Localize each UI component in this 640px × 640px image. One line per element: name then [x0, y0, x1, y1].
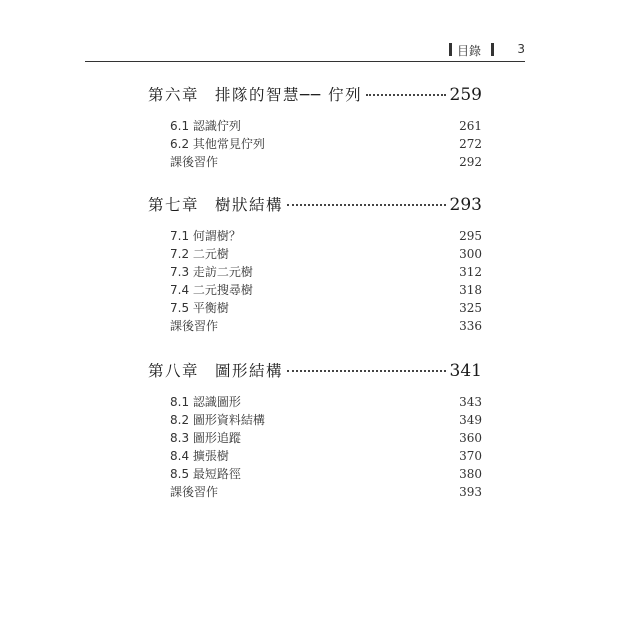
toc-entry[interactable]	[170, 411, 482, 429]
chapter-title: 圖形結構	[215, 362, 284, 380]
toc-entry[interactable]	[170, 227, 482, 245]
entry-label: 7.3 走訪二元樹	[170, 265, 253, 279]
chapter-page: 259	[449, 85, 482, 105]
entry-label: 7.4 二元搜尋樹	[170, 283, 253, 297]
header-label: 目錄	[457, 44, 482, 58]
entry-page: 318	[459, 283, 482, 297]
dot-leader	[287, 204, 446, 206]
header-page-number: 3	[517, 42, 525, 56]
toc-entry[interactable]	[170, 465, 482, 483]
entry-label: 6.2 其他常見佇列	[170, 137, 265, 151]
entry-page: 343	[459, 395, 482, 409]
header-marker-right	[491, 43, 494, 56]
entry-label: 7.2 二元樹	[170, 247, 229, 261]
entry-page: 292	[459, 155, 482, 169]
entry-label: 8.4 擴張樹	[170, 449, 229, 463]
header-marker-left	[449, 43, 452, 56]
entry-page: 295	[459, 229, 482, 243]
entry-label: 8.5 最短路徑	[170, 467, 241, 481]
entry-page: 325	[459, 301, 482, 315]
entry-label: 7.5 平衡樹	[170, 301, 229, 315]
chapter-page: 341	[449, 361, 482, 381]
dot-leader	[287, 370, 446, 372]
entry-page: 380	[459, 467, 482, 481]
entry-page: 300	[459, 247, 482, 261]
toc-entry[interactable]	[170, 483, 482, 501]
entry-label: 7.1 何謂樹？	[170, 229, 241, 243]
toc-entry[interactable]	[170, 447, 482, 465]
chapter-heading[interactable]	[148, 359, 482, 385]
entry-label: 課後習作	[170, 485, 219, 499]
toc-entry[interactable]	[170, 429, 482, 447]
entry-label: 課後習作	[170, 155, 219, 169]
chapter-title: 樹狀結構	[215, 196, 284, 214]
toc-entry[interactable]	[170, 281, 482, 299]
entry-label: 6.1 認識佇列	[170, 119, 241, 133]
toc-entry[interactable]	[170, 299, 482, 317]
toc-entry[interactable]	[170, 317, 482, 335]
toc-entry[interactable]	[170, 117, 482, 135]
entry-page: 360	[459, 431, 482, 445]
entry-page: 272	[459, 137, 482, 151]
entry-page: 349	[459, 413, 482, 427]
chapter-page: 293	[449, 195, 482, 215]
toc-entry[interactable]	[170, 245, 482, 263]
chapter-heading[interactable]	[148, 83, 482, 109]
toc-entry[interactable]	[170, 263, 482, 281]
entry-page: 393	[459, 485, 482, 499]
chapter-heading[interactable]	[148, 193, 482, 219]
chapter-title: 排隊的智慧── 佇列	[215, 86, 363, 104]
entry-page: 312	[459, 265, 482, 279]
entry-page: 336	[459, 319, 482, 333]
dot-leader	[366, 94, 445, 96]
entry-page: 370	[459, 449, 482, 463]
toc-entry[interactable]	[170, 153, 482, 171]
chapter-number: 第七章	[148, 196, 200, 214]
entry-label: 8.1 認識圖形	[170, 395, 241, 409]
entry-label: 8.3 圖形追蹤	[170, 431, 241, 445]
entry-page: 261	[459, 119, 482, 133]
chapter-number: 第六章	[148, 86, 200, 104]
toc-entry[interactable]	[170, 135, 482, 153]
entry-label: 8.2 圖形資料結構	[170, 413, 265, 427]
header-rule	[85, 61, 525, 62]
chapter-number: 第八章	[148, 362, 200, 380]
entry-label: 課後習作	[170, 319, 219, 333]
toc-entry[interactable]	[170, 393, 482, 411]
running-header	[85, 40, 525, 62]
